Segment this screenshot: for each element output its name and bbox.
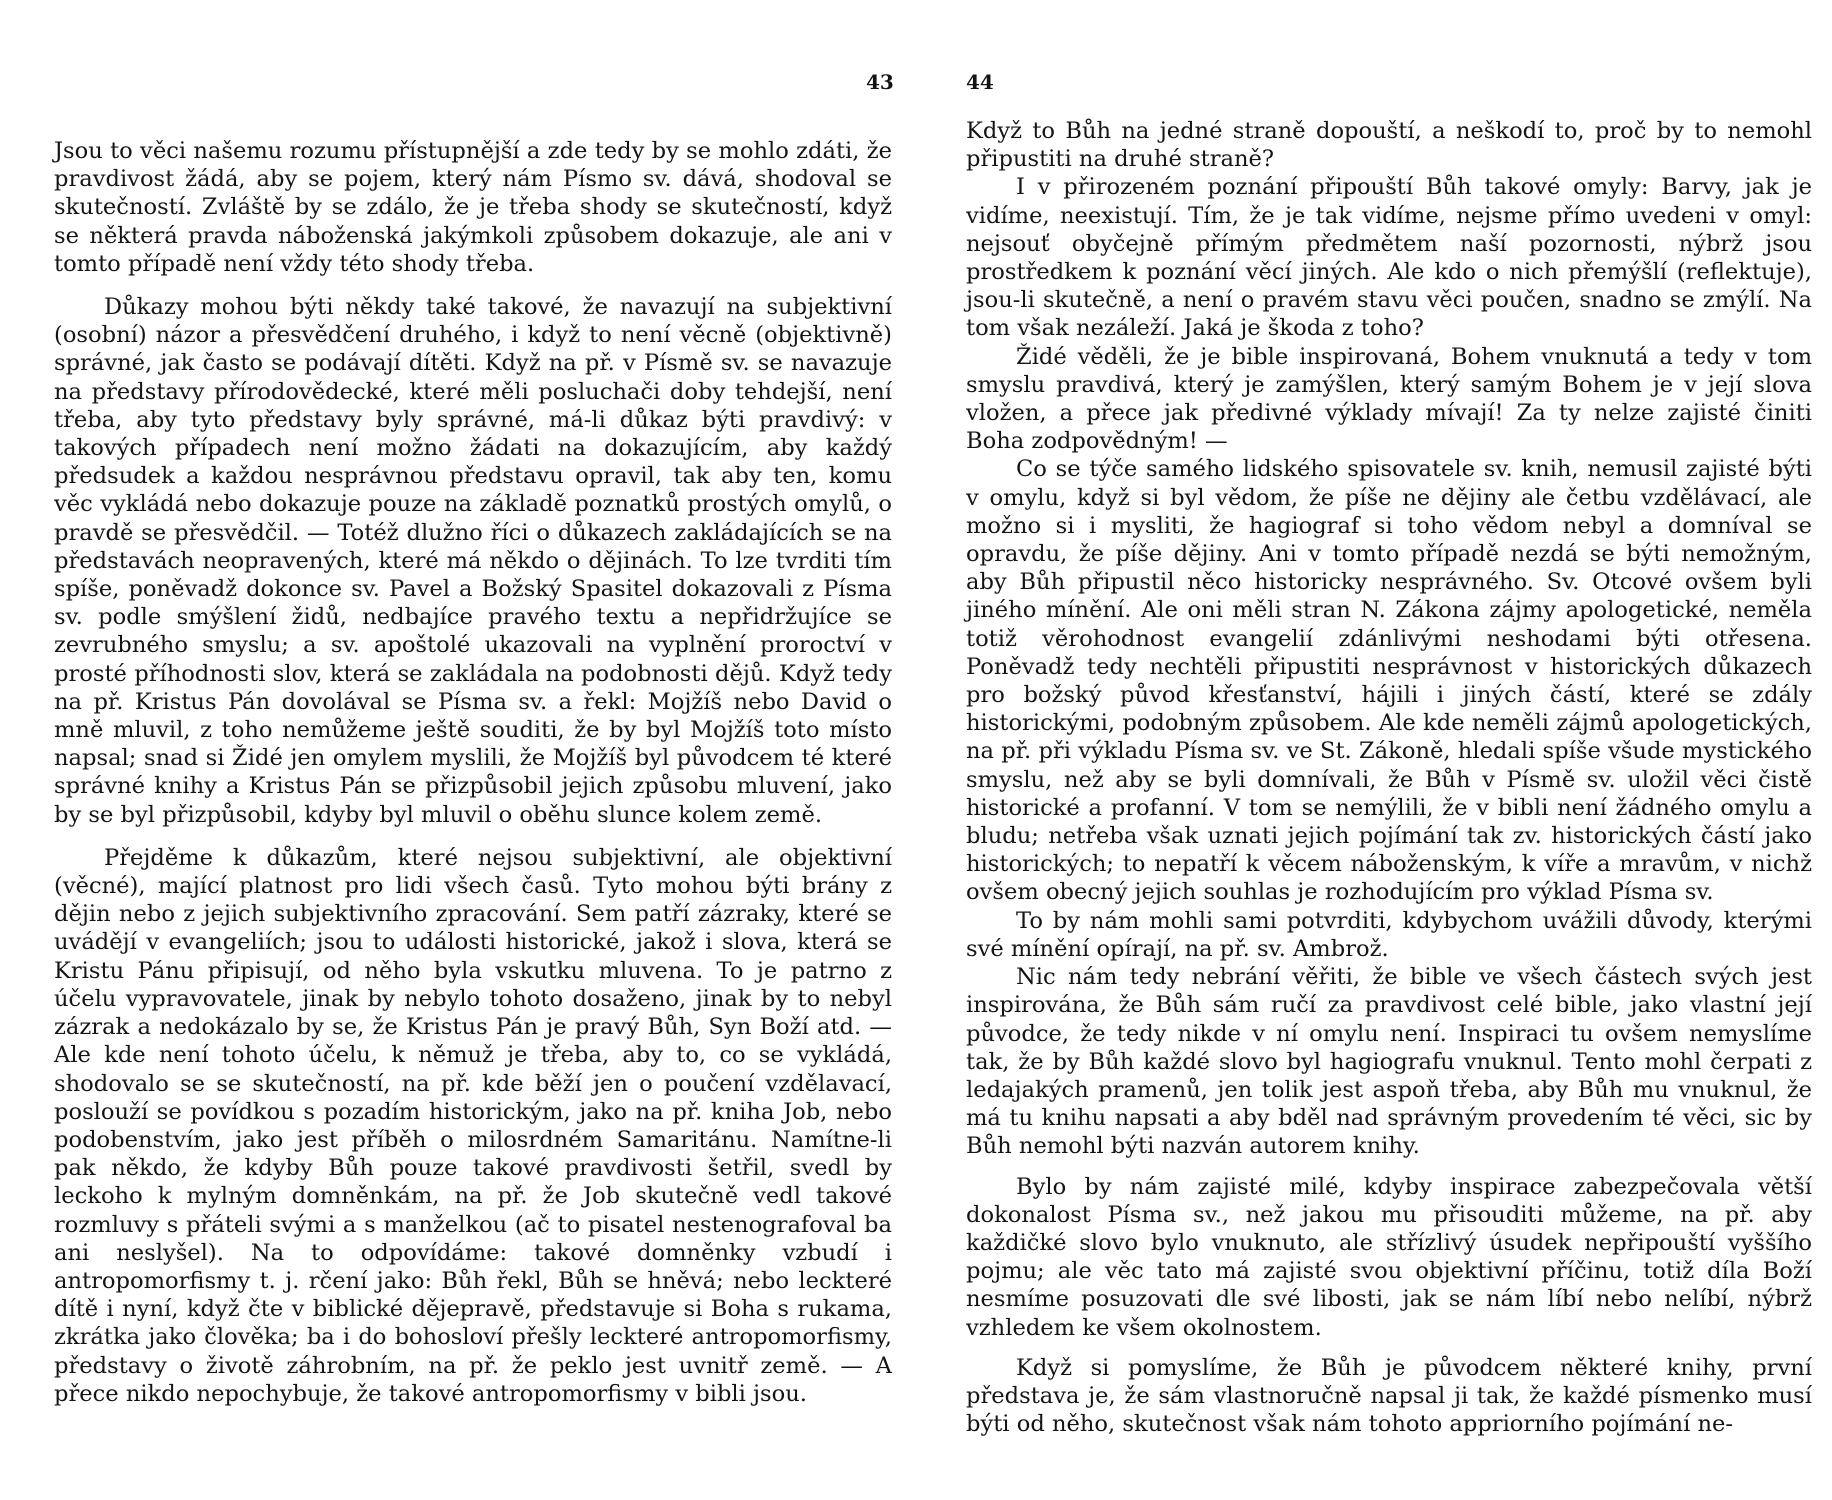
paragraph: Nic nám tedy nebrání věřiti, že bible ve všech částech svých jest inspirována, že Bůh sám ručí za pravdivost celé bible, jako vlastní její původce, že tedy nikde v ní omylu není. Inspiraci tu ovšem nemyslíme tak, že by Bůh každé slovo byl hagiografu vnuknul. Tento mohl čerpati z ledajakých pramenů, jen tolik jest aspoň třeba, aby Bůh mu vnuknul, že má tu knihu napsati a aby bděl nad správným provedením té věci, sic by Bůh nemohl býti nazván autorem knihy.: [966, 964, 1812, 1160]
page-text: [966, 117, 1812, 1438]
paragraph: Židé věděli, že je bible inspirovaná, Bohem vnuknutá a tedy v tom smyslu pravdivá, který je zamýšlen, který samým Bohem je v její slova vložen, a přece jak předivné výklady mívají! Za ty nelze zajisté činiti Boha zodpovědným! —: [966, 343, 1812, 455]
right-page: [916, 0, 1832, 1500]
paragraph: Jsou to věci našemu rozumu přístupnější a zde tedy by se mohlo zdáti, že pravdivost žádá, aby se pojem, který nám Písmo sv. dává, shodoval se skutečností. Zvláště by se zdálo, že je třeba shody se skutečností, když se některá pravda náboženská jakýmkoli způsobem dokazuje, ale ani v tomto případě není vždy této shody třeba.: [54, 138, 892, 277]
paragraph: Když to Bůh na jedné straně dopouští, a neškodí to, proč by to nemohl připustiti na druhé straně?: [966, 118, 1812, 173]
paragraph: Přejděme k důkazům, které nejsou subjektivní, ale objektivní (věcné), mající platnost pro lidi všech časů. Tyto mohou býti brány z dějin nebo z jejich subjektivního zpracování. Sem patří zázraky, které se uvádějí v evangeliích; jsou to události historické, jakož i slova, která se Kristu Pánu připisují, od něho byla vskutku mluvena. To je patrno z účelu vypravovatele, jinak by nebylo tohoto dosaženo, jinak by to nebyl zázrak a nedokázalo by se, že Kristus Pán je pravý Bůh, Syn Boží atd. — Ale kde není tohoto účelu, k němuž je třeba, aby to, co se vykládá, shodovalo se se skutečností, na př. kde běží jen o poučení vzdělavací, poslouží se povídkou s pozadím historickým, jako na př. kniha Job, nebo podobenstvím, jako jest příběh o milosrdném Samaritánu. Namítne-li pak někdo, že kdyby Bůh pouze takové pravdivosti šetřil, svedl by leckoho k mylným domněnkám, na př. že Job skutečně vedl takové rozmluvy s přáteli svými a s manželkou (ač to pisatel nestenografoval ba ani neslyšel). Na to odpovídáme: takové domněnky vzbudí i antropomorfismy t. j. rčení jako: Bůh řekl, Bůh se hněvá; nebo leckteré dítě i nyní, když čte v biblické dějepravě, představuje si Boha s rukama, zkrátka jako člověka; ba i do bohosloví přešly leckteré antropomorfismy, představy o životě záhrobním, na př. že peklo jest uvnitř země. — A přece nikdo nepochybuje, že takové antropomorfismy v bibli jsou.: [54, 844, 892, 1407]
paragraph: Důkazy mohou býti někdy také takové, že navazují na subjektivní (osobní) názor a přesvědčení druhého, i když to není věcně (objektivně) správné, jak často se podávají dítěti. Když na př. v Písmě sv. se navazuje na představy přírodovědecké, které měli posluchači doby tehdejší, není třeba, aby tyto představy byly správné, má-li důkaz býti pravdivý: v takových případech není možno žádati na dokazujícím, aby každý předsudek a každou nesprávnou představu opravil, tak aby ten, komu věc vykládá nebo dokazuje pouze na základě poznatků prostých omylů, o pravdě se přesvědčil. — Totéž dlužno říci o důkazech zakládajících se na představách neopravených, které má někdo o dějinách. To lze tvrditi tím spíše, poněvadž dokonce sv. Pavel a Božský Spasitel dokazovali z Písma sv. podle smýšlení židů, nedbajíce pravého textu a nepřidržujíce se zevrubného smyslu; a sv. apoštolé ukazovali na vyplnění proroctví v prosté příhodnosti slov, která se zakládala na podobnosti dějů. Když tedy na př. Kristus Pán dovolával se Písma sv. a řekl: Mojžíš nebo David o mně mluvil, z toho nemůžeme ještě souditi, že by byl Mojžíš toto místo napsal; snad si Židé jen omylem myslili, že Mojžíš byl původcem té které správné knihy a Kristus Pán se přizpůsobil jejich způsobu mluvení, jako by se byl přizpůsobil, kdyby byl mluvil o oběhu slunce kolem země.: [54, 294, 892, 828]
paragraph: Co se týče samého lidského spisovatele sv. knih, nemusil zajisté býti v omylu, když si byl vědom, že píše ne dějiny ale četbu vzdělávací, ale možno si i mysliti, že hagiograf si toho vědom nebyl a domníval se opravdu, že píše dějiny. Ani v tomto případě nezdá se býti nemožným, aby Bůh připustil něco historicky nesprávného. Sv. Otcové ovšem byli jiného mínění. Ale oni měli stran N. Zákona zájmy apologetické, neměla totiž věrohodnost evangelií zdánlivými neshodami býti otřesena. Poněvadž tedy nechtěli připustiti nesprávnost v historických důkazech pro božský původ křesťanství, hájili i jiných částí, které se zdály historickými, podobným způsobem. Ale kde neměli zájmů apologetických, na př. při výkladu Písma sv. ve St. Zákoně, hledali spíše všude mystického smyslu, než aby se byli domnívali, že Bůh v Písmě sv. uložil věci čistě historické a profanní. V tom se nemýlili, že v bibli není žádného omylu a bludu; netřeba však uznati jejich pojímání tak zv. historických částí jako historických; to nepatří k věcem náboženským, k víře a mravům, v nichž ovšem obecný jejich souhlas je rozhodujícím pro výklad Písma sv.: [966, 456, 1812, 906]
page-number: 44: [966, 70, 994, 94]
page-number: 43: [866, 70, 894, 94]
paragraph: To by nám mohli sami potvrditi, kdybychom uvážili důvody, kterými své mínění opírají, na př. sv. Ambrož.: [966, 907, 1812, 962]
page-text: [54, 137, 892, 1408]
paragraph: Bylo by nám zajisté milé, kdyby inspirace zabezpečovala větší dokonalost Písma sv., než jakou mu přisouditi můžeme, na př. aby každičké slovo bylo vnuknuto, ale střízlivý úsudek nepřipouští vyššího pojmu; ale věc tato má zajisté svou objektivní příčinu, totiž díla Boží nesmíme posuzovati dle své libosti, jak se nám líbí nebo nelíbí, nýbrž vzhledem ke všem okolnostem.: [966, 1173, 1812, 1341]
paragraph: Když si pomyslíme, že Bůh je původcem některé knihy, první představa je, že sám vlastnoručně napsal ji tak, že každé písmenko musí býti od něho, skutečnost však nám tohoto appriorního pojímání ne-: [966, 1354, 1812, 1438]
paragraph: I v přirozeném poznání připouští Bůh takové omyly: Barvy, jak je vidíme, neexistují. Tím, že je tak vidíme, nejsme přímo uvedeni v omyl: nejsouť obyčejně přímým předmětem naší pozornosti, nýbrž jsou prostředkem k poznání věcí jiných. Ale kdo o nich přemýšlí (reflektuje), jsou-li skutečně, a není o pravém stavu věci poučen, snadno se zmýlí. Na tom však nezáleží. Jaká je škoda z toho?: [966, 174, 1812, 342]
